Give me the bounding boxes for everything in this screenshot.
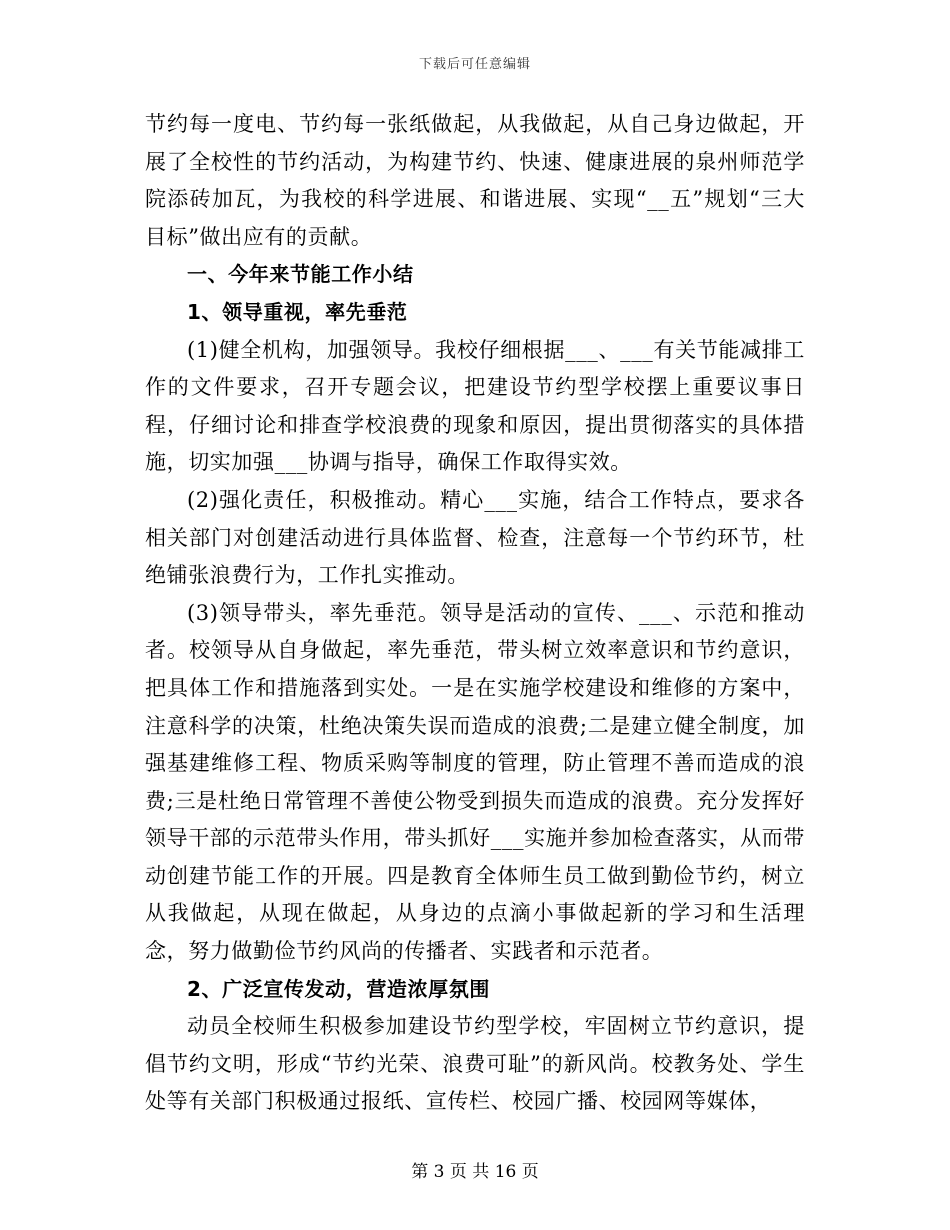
paragraph-1: (1)健全机构，加强领导。我校仔细根据___、___有关节能减排工作的文件要求，召开专题会议，把建设节约型学校摆上重要议事日程，仔细讨论和排查学校浪费的现象和原因，提出贯彻落实的具体措施，切实加强___协调与指导，确保工作取得实效。 — [145, 337, 805, 475]
subsection-heading-2: 2、广泛宣传发动，营造浓厚氛围 — [187, 976, 490, 1001]
subsection-heading-1: 1、领导重视，率先垂范 — [187, 299, 408, 324]
section-heading: 一、今年来节能工作小结 — [187, 262, 414, 287]
header-note: 下载后可任意编辑 — [418, 57, 531, 72]
paragraph-4: 动员全校师生积极参加建设节约型学校，牢固树立节约意识，提倡节约文明，形成“节约光荣、浪费可耻”的新风尚。校教务处、学生处等有关部门积极通过报纸、宣传栏、校园广播、校园网等媒体， — [145, 1014, 805, 1114]
intro-paragraph: 节约每一度电、节约每一张纸做起，从我做起，从自己身边做起，开展了全校性的节约活动，为构建节约、快速、健康进展的泉州师范学院添砖加瓦，为我校的科学进展、和谐进展、实现“__五”规划“三大目标”做出应有的贡献。 — [145, 112, 805, 249]
paragraph-3: (3)领导带头，率先垂范。领导是活动的宣传、___、示范和推动者。校领导从自身做起，率先垂范，带头树立效率意识和节约意识，把具体工作和措施落到实处。一是在实施学校建设和维修的方案中，注意科学的决策，杜绝决策失误而造成的浪费;二是建立健全制度，加强基建维修工程、物质采购等制度的管理，防止管理不善而造成的浪费;三是杜绝日常管理不善使公物受到损失而造成的浪费。充分发挥好领导干部的示范带头作用，带头抓好___实施并参加检查落实，从而带动创建节能工作的开展。四是教育全体师生员工做到勤俭节约，树立从我做起，从现在做起，从身边的点滴小事做起新的学习和生活理念，努力做勤俭节约风尚的传播者、实践者和示范者。 — [145, 600, 805, 964]
page-number: 第 3 页 共 16 页 — [411, 1162, 539, 1182]
paragraph-2: (2)强化责任，积极推动。精心___实施，结合工作特点，要求各相关部门对创建活动进行具体监督、检查，注意每一个节约环节，杜绝铺张浪费行为，工作扎实推动。 — [145, 487, 805, 588]
document-body — [145, 106, 805, 1121]
